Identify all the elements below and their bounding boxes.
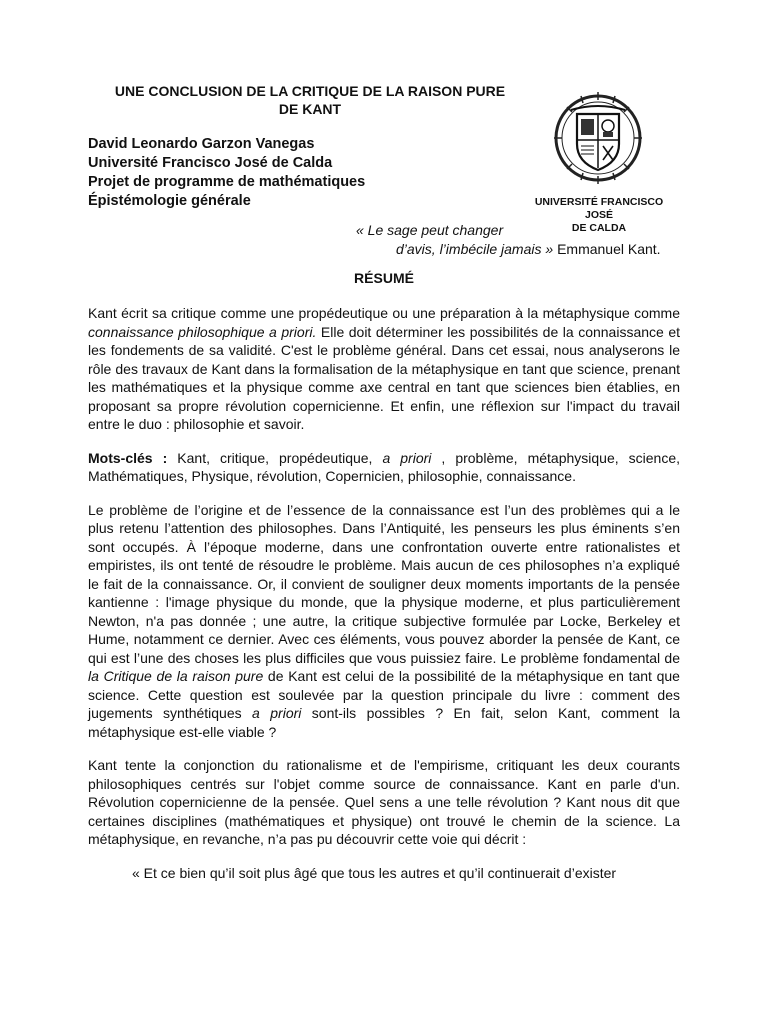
author-name: David Leonardo Garzon Vanegas (88, 136, 315, 152)
block-quote-start: « Et ce bien qu’il soit plus âgé que tous les autres et qu’il continuerait d’exister (132, 864, 617, 881)
document-title (80, 82, 540, 118)
epigraph-line-1: « Le sage peut changer (356, 222, 504, 238)
keywords-text-a: Kant, critique, propédeutique, (167, 449, 383, 466)
resume-heading: RÉSUMÉ (354, 270, 414, 286)
abstract-paragraph (88, 304, 680, 434)
author-program: Projet de programme de mathématiques (88, 174, 366, 190)
abstract-emphasis: connaissance philosophique a priori. (88, 323, 317, 340)
document-body (88, 304, 680, 897)
title-line-2: DE KANT (278, 101, 342, 117)
abstract-text-a: Kant écrit sa critique comme une propédeutique ou une préparation à la métaphysique comme (88, 305, 680, 321)
body-paragraph-1-emphasis-1: la Critique de la raison pure (88, 668, 264, 684)
epigraph-author: Emmanuel Kant. (557, 241, 661, 257)
crest-caption-line-1: UNIVERSITÉ FRANCISCO JOSÉ (534, 196, 664, 221)
abstract-text-b: Elle doit déterminer les possibilités de la connaissance et les fondements de sa validité. C'est le problème général. Dans cet essai, nous analyserons le rôle des travaux de Kant dans la formalisation de la métaphysique en tant que science, prenant les mathématiques et la physique comme axe central en tant que sciences bien établies, en proposant sa propre révolution copernicienne. Et enfin, une réflexion sur l'impact du travail entre le duo : philosophie et savoir. (88, 323, 680, 432)
epigraph (356, 221, 696, 259)
university-crest-icon (553, 88, 643, 188)
author-course: Épistémologie générale (88, 193, 251, 209)
body-paragraph-1-text-a: Le problème de l’origine et de l’essence de la connaissance est l’un des problèmes qui a le plus retenu l’attention des philosophes. Dans l’Antiquité, les penseurs les plus éminents s’en sont occupés. À l’époque moderne, dans une confrontation ouverte entre rationalistes et empiristes, ils ont tenté de résoudre le problème. Mais aucun de ces philosophes n’a expliqué le fait de la connaissance. Or, il convient de souligner deux moments importants de la pensée kantienne : l'image physique du monde, que la physique moderne, et plus particulièrement Newton, n'a pas donnée ; une autre, la critique subjective formulée par Locke, Berkeley et Hume, notamment ce dernier. Avec ces éléments, vous pouvez aborder la pensée de Kant, ce qui est l’une des choses les plus difficiles que vous puissiez faire. Le problème fondamental de (88, 501, 680, 666)
keywords-emphasis: a priori (382, 449, 432, 466)
keywords-paragraph (88, 449, 680, 486)
epigraph-quote-end: d’avis, l’imbécile jamais » (396, 241, 554, 257)
author-affiliation: Université Francisco José de Calda (88, 155, 333, 171)
body-paragraph-1-text-c: sont-ils possibles ? En fait, selon Kant, comment la métaphysique est-elle viable ? (88, 705, 680, 740)
author-block (88, 135, 528, 211)
body-paragraph-2: Kant tente la conjonction du rationalisme et de l'empirisme, critiquant les deux courants philosophiques centrés sur l'objet comme source de connaissance. Kant en parle d'un. Révolution copernicienne de la pensée. Quel sens a une telle révolution ? Kant nous dit que certaines disciplines (mathématiques et physique) ont trouvé le chemin de la science. La métaphysique, en revanche, n’a pas pu découvrir cette voie qui décrit : (88, 757, 680, 847)
body-paragraph-1-emphasis-2: a priori (252, 705, 302, 721)
title-line-1: UNE CONCLUSION DE LA CRITIQUE DE LA RAISON PURE (114, 83, 506, 99)
body-paragraph-1-text-b: de Kant est celui de la possibilité de la métaphysique en tant que science. Cette question est soulevée par la question principale du livre : comment des jugements synthétiques (88, 668, 680, 721)
epigraph-line-2 (356, 240, 696, 259)
keywords-label: Mots-clés : (88, 449, 168, 466)
body-paragraph-1 (88, 501, 680, 742)
keywords-text-b: , problème, métaphysique, science, Mathématiques, Physique, révolution, Copernicien, philosophie, connaissance. (88, 449, 681, 484)
crest-caption-line-2: DE CALDA (571, 222, 627, 234)
